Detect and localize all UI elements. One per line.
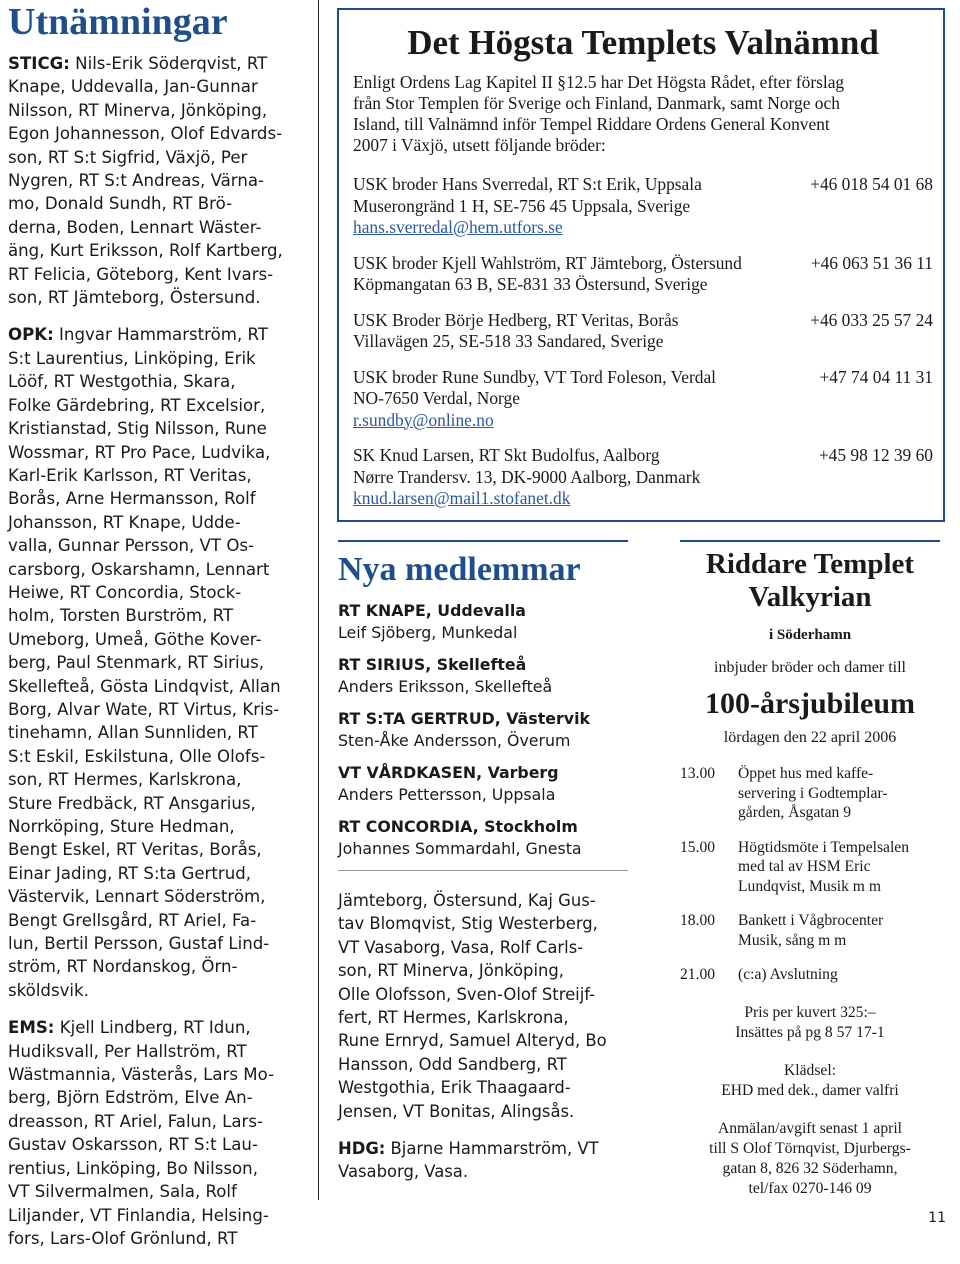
- continuation-line: VT Vasaborg, Vasa, Rolf Carls-: [338, 937, 584, 957]
- dress-line: EHD med dek., damer valfri: [721, 1081, 899, 1099]
- sticg-line: äng, Kurt Eriksson, Rolf Kartberg,: [8, 241, 283, 261]
- member-address: Köpmangatan 63 B, SE-831 33 Östersund, Sverige: [353, 274, 708, 294]
- member-email-link[interactable]: knud.larsen@mail1.stofanet.dk: [353, 488, 571, 508]
- member-address: NO-7650 Verdal, Norge: [353, 388, 520, 408]
- valnamnd-title: Det Högsta Templets Valnämnd: [407, 23, 879, 62]
- signup-line: gatan 8, 826 32 Söderhamn,: [722, 1159, 898, 1177]
- sticg-label: STICG:: [8, 54, 70, 73]
- member-person: Anders Pettersson, Uppsala: [338, 785, 556, 804]
- schedule: [680, 764, 940, 985]
- sticg-line: son, RT Jämteborg, Östersund.: [8, 288, 261, 308]
- opk-line: sköldsvik.: [8, 980, 89, 1000]
- sticg-line: Egon Johannesson, Olof Edvards-: [8, 124, 283, 144]
- opk-line: Bengt Eskel, RT Veritas, Borås,: [8, 840, 262, 860]
- intro-line: från Stor Templen för Sverige och Finland, Danmark, samt Norge och: [353, 93, 840, 113]
- continuation-line: fert, RT Hermes, Karlskrona,: [338, 1008, 569, 1028]
- sticg-line: son, RT S:t Sigfrid, Växjö, Per: [8, 147, 248, 167]
- new-member: [338, 762, 628, 806]
- opk-line: Borås, Arne Hermansson, Rolf: [8, 489, 256, 509]
- schedule-time: 21.00: [680, 966, 716, 983]
- member-org: RT S:TA GERTRUD, Västervik: [338, 709, 590, 728]
- opk-line: ström, RT Nordanskog, Örn-: [8, 957, 238, 977]
- opk-line: son, RT Hermes, Karlskrona,: [8, 770, 242, 790]
- member-name: SK Knud Larsen, RT Skt Budolfus, Aalborg: [353, 445, 660, 465]
- schedule-item: [680, 838, 940, 897]
- opk-line: Umeborg, Umeå, Göthe Kover-: [8, 629, 262, 649]
- ems-line: EMS: Kjell Lindberg, RT Idun,: [8, 1018, 251, 1038]
- member-address: Villavägen 25, SE-518 33 Sandared, Sverige: [353, 331, 664, 351]
- opk-line: S:t Laurentius, Linköping, Erik: [8, 348, 256, 368]
- ems-label: EMS:: [8, 1018, 55, 1038]
- member-org: RT KNAPE, Uddevalla: [338, 601, 526, 620]
- sticg-line: STICG: Nils-Erik Söderqvist, RT: [8, 54, 268, 73]
- section-divider: [338, 870, 628, 871]
- opk-line: Lööf, RT Westgothia, Skara,: [8, 372, 236, 392]
- schedule-text: Bankett i Vågbrocenter: [738, 912, 884, 929]
- opk-line: Einar Jading, RT S:ta Gertrud,: [8, 863, 252, 883]
- member-phone: +46 063 51 36 11: [810, 252, 933, 273]
- event-date: lördagen den 22 april 2006: [723, 729, 897, 746]
- opk-line: OPK: Ingvar Hammarström, RT: [8, 325, 268, 345]
- dress-code: [680, 1061, 940, 1101]
- member-name: USK broder Rune Sundby, VT Tord Foleson, Verdal: [353, 366, 717, 387]
- opk-paragraph: [8, 323, 308, 1002]
- ems-line: dreasson, RT Ariel, Falun, Lars-: [8, 1111, 264, 1131]
- opk-line: holm, Torsten Burström, RT: [8, 606, 234, 626]
- hdg-line: HDG: Bjarne Hammarström, VT: [338, 1139, 599, 1159]
- member-name: USK Broder Börje Hedberg, RT Veritas, Borås: [353, 309, 679, 330]
- opk-line: Wossmar, RT Pro Pace, Ludvika,: [8, 442, 271, 462]
- new-member: [338, 708, 628, 752]
- schedule-item: [680, 965, 940, 985]
- ems-line: Gustav Oskarsson, RT S:t Lau-: [8, 1135, 258, 1155]
- announcement-title: [680, 540, 940, 614]
- valnamnd-intro: [353, 72, 933, 156]
- new-member: [338, 816, 628, 860]
- member-email-link[interactable]: hans.sverredal@hem.utfors.se: [353, 217, 563, 237]
- intro-line: Island, till Valnämnd inför Tempel Riddare Ordens General Konvent: [353, 114, 830, 134]
- ems-line: VT Silvermalmen, Sala, Rolf: [8, 1182, 237, 1202]
- member-person: Sten-Åke Andersson, Överum: [338, 731, 571, 750]
- member-org: RT CONCORDIA, Stockholm: [338, 817, 578, 836]
- price-line: Insättes på pg 8 57 17-1: [735, 1023, 885, 1041]
- schedule-text: gården, Åsgatan 9: [738, 804, 852, 821]
- schedule-text: Lundqvist, Musik m m: [738, 877, 881, 895]
- opk-line: Sture Fredbäck, RT Ansgarius,: [8, 793, 256, 813]
- member-address: Muserongränd 1 H, SE-756 45 Uppsala, Sverige: [353, 195, 691, 216]
- intro-line: Enligt Ordens Lag Kapitel II §12.5 har Det Högsta Rådet, efter förslag: [353, 72, 845, 92]
- schedule-time: 13.00: [680, 765, 716, 782]
- schedule-text: Musik, sång m m: [738, 931, 847, 949]
- schedule-time: 18.00: [680, 912, 716, 929]
- member-entry: [353, 445, 933, 510]
- signup-info: [680, 1119, 940, 1199]
- member-address: Nørre Trandersv. 13, DK-9000 Aalborg, Danmark: [353, 466, 701, 487]
- price-line: Pris per kuvert 325:–: [744, 1003, 876, 1021]
- opk-line: Skellefteå, Gösta Lindqvist, Allan: [8, 676, 281, 696]
- ems-line: Wästmannia, Västerås, Lars Mo-: [8, 1065, 275, 1085]
- opk-label: OPK:: [8, 325, 54, 345]
- schedule-text: servering i Godtemplar-: [738, 784, 888, 802]
- continuation-line: Olle Olofsson, Sven-Olof Streijf-: [338, 984, 596, 1004]
- sticg-line: RT Felicia, Göteborg, Kent Ivars-: [8, 264, 274, 284]
- ems-paragraph: [8, 1016, 308, 1250]
- schedule-text: Öppet hus med kaffe-: [738, 765, 874, 782]
- announcement-subtitle: i Söderhamn: [768, 627, 852, 643]
- sticg-line: Nygren, RT S:t Andreas, Värna-: [8, 171, 265, 191]
- schedule-text: (c:a) Avslutning: [738, 966, 838, 983]
- title-line: Riddare Templet: [705, 548, 915, 580]
- price-info: [680, 1003, 940, 1043]
- opk-line: Borg, Alvar Wate, RT Virtus, Kris-: [8, 699, 280, 719]
- member-entry: [353, 310, 933, 353]
- opk-line: tinehamn, Allan Sunnliden, RT: [8, 723, 258, 743]
- schedule-item: [680, 911, 940, 950]
- hdg-paragraph: [338, 1137, 628, 1184]
- sticg-paragraph: [8, 52, 308, 309]
- hdg-label: HDG:: [338, 1139, 386, 1159]
- continuation-line: Westgothia, Erik Thaagaard-: [338, 1078, 571, 1098]
- ems-line: rentius, Linköping, Bo Nilsson,: [8, 1158, 258, 1178]
- new-members-title: Nya medlemmar: [338, 540, 628, 590]
- opk-line: lun, Bertil Persson, Gustaf Lind-: [8, 934, 270, 954]
- sticg-line: Knape, Uddevalla, Jan-Gunnar: [8, 77, 258, 97]
- appointments-heading: Utnämningar: [8, 1, 228, 43]
- column-divider: [318, 0, 319, 1200]
- title-line: Valkyrian: [748, 581, 872, 613]
- member-phone: +46 033 25 57 24: [810, 309, 933, 330]
- ems-line: Hudiksvall, Per Hallström, RT: [8, 1041, 247, 1061]
- new-members-column: [338, 540, 628, 1198]
- sticg-line: Nilsson, RT Minerva, Jönköping,: [8, 100, 268, 120]
- ems-line: berg, Björn Edström, Elve An-: [8, 1088, 253, 1108]
- continuation-line: Rune Ernryd, Samuel Alteryd, Bo: [338, 1031, 607, 1051]
- opk-line: Folke Gärdebring, RT Excelsior,: [8, 395, 266, 415]
- member-email-link[interactable]: r.sundby@online.no: [353, 409, 494, 430]
- appointments-column: [8, 2, 308, 1264]
- member-phone: +45 98 12 39 60: [818, 445, 933, 465]
- continuation-line: son, RT Minerva, Jönköping,: [338, 961, 565, 981]
- member-person: Johannes Sommardahl, Gnesta: [338, 839, 582, 858]
- intro-line: 2007 i Växjö, utsett följande bröder:: [353, 135, 606, 155]
- continuation-line: Jensen, VT Bonitas, Alingsås.: [338, 1101, 575, 1121]
- jubilee-announcement: [680, 540, 940, 1199]
- schedule-item: [680, 764, 940, 823]
- opk-line: valla, Gunnar Persson, VT Os-: [8, 536, 255, 556]
- ems-line: fors, Lars-Olof Grönlund, RT: [8, 1228, 238, 1248]
- valnamnd-box: [337, 8, 945, 522]
- opk-line: Västervik, Lennart Söderström,: [8, 887, 266, 907]
- page-number: 11: [928, 1210, 946, 1226]
- invite-text: inbjuder bröder och damer till: [714, 659, 906, 676]
- member-phone: +46 018 54 01 68: [810, 174, 933, 194]
- continuation-line: Jämteborg, Östersund, Kaj Gus-: [338, 891, 596, 910]
- signup-line: till S Olof Törnqvist, Djurbergs-: [709, 1139, 911, 1157]
- member-person: Leif Sjöberg, Munkedal: [338, 623, 518, 642]
- opk-line: S:t Eskil, Eskilstuna, Olle Olofs-: [8, 746, 266, 766]
- member-entry: [353, 253, 933, 296]
- schedule-text: Högtidsmöte i Tempelsalen: [738, 838, 909, 856]
- schedule-text: med tal av HSM Eric: [738, 858, 871, 875]
- hdg-line: Vasaborg, Vasa.: [338, 1162, 469, 1182]
- new-member: [338, 654, 628, 698]
- member-entry: [353, 367, 933, 432]
- opk-line: Johansson, RT Knape, Udde-: [8, 512, 241, 532]
- ems-line: Liljander, VT Finlandia, Helsing-: [8, 1205, 269, 1225]
- member-entry: [353, 174, 933, 239]
- new-member: [338, 600, 628, 644]
- opk-line: Kristianstad, Stig Nilsson, Rune: [8, 419, 267, 439]
- sticg-line: derna, Boden, Lennart Wäster-: [8, 217, 262, 237]
- opk-line: Norrköping, Sture Hedman,: [8, 817, 235, 836]
- member-org: RT SIRIUS, Skellefteå: [338, 655, 527, 674]
- sticg-line: mo, Donald Sundh, RT Brö-: [8, 194, 233, 214]
- opk-line: berg, Paul Stenmark, RT Sirius,: [8, 653, 265, 673]
- member-phone: +47 74 04 11 31: [819, 366, 933, 387]
- signup-line: tel/fax 0270-146 09: [748, 1179, 872, 1197]
- member-name: USK broder Kjell Wahlström, RT Jämteborg, Östersund: [353, 252, 742, 273]
- jubilee-heading: 100-årsjubileum: [705, 687, 915, 720]
- opk-line: carsborg, Oskarshamn, Lennart: [8, 559, 270, 579]
- opk-line: Karl-Erik Karlsson, RT Veritas,: [8, 465, 252, 485]
- signup-line: Anmälan/avgift senast 1 april: [717, 1119, 903, 1137]
- opk-line: Bengt Grellsgård, RT Ariel, Fa-: [8, 910, 257, 930]
- continuation-line: tav Blomqvist, Stig Westerberg,: [338, 914, 598, 934]
- continuation-paragraph: [338, 889, 628, 1123]
- member-org: VT VÅRDKASEN, Varberg: [338, 763, 559, 782]
- schedule-time: 15.00: [680, 838, 716, 856]
- continuation-line: Hansson, Odd Sandberg, RT: [338, 1054, 567, 1074]
- member-name: USK broder Hans Sverredal, RT S:t Erik, Uppsala: [353, 174, 702, 194]
- member-person: Anders Eriksson, Skellefteå: [338, 677, 553, 696]
- opk-line: Heiwe, RT Concordia, Stock-: [8, 582, 242, 602]
- dress-line: Klädsel:: [784, 1061, 836, 1079]
